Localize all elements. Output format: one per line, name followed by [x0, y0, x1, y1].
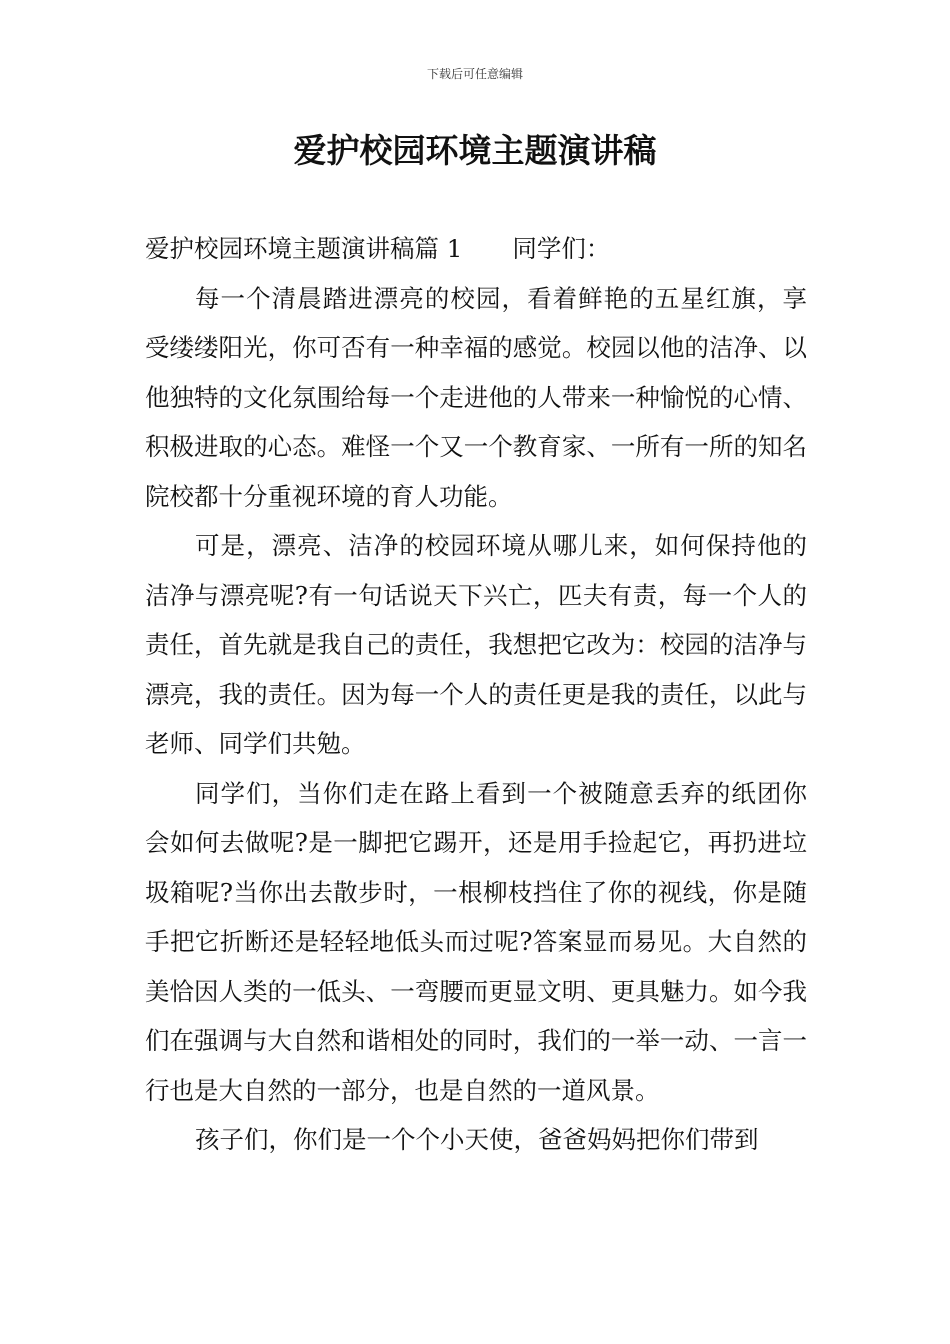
section-heading: 爱护校园环境主题演讲稿篇 1 — [145, 234, 463, 263]
paragraph-4: 孩子们，你们是一个个小天使，爸爸妈妈把你们带到 — [195, 1125, 759, 1154]
paragraph-1: 每一个清晨踏进漂亮的校园，看着鲜艳的五星红旗，享受缕缕阳光，你可否有一种幸福的感觉。校园以他的洁净、以他独特的文化氛围给每一个走进他的人带来一种愉悦的心情、积极进取的心态。难怪一个又一个教育家、一所有一所的知名院校都十分重视环境的育人功能。 — [145, 283, 807, 511]
document-title: 爱护校园环境主题演讲稿 — [293, 131, 657, 170]
document-body — [145, 224, 807, 1165]
salutation: 同学们： — [512, 234, 611, 263]
section-heading-line — [145, 224, 807, 274]
paragraph-2: 可是，漂亮、洁净的校园环境从哪儿来，如何保持他的洁净与漂亮呢?有一句话说天下兴亡，匹夫有责，每一个人的责任，首先就是我自己的责任，我想把它改为：校园的洁净与漂亮，我的责任。因为每一个人的责任更是我的责任，以此与老师、同学们共勉。 — [145, 531, 807, 758]
header-note: 下载后可任意编辑 — [426, 67, 523, 81]
paragraph-3: 同学们，当你们走在路上看到一个被随意丢弃的纸团你会如何去做呢?是一脚把它踢开，还是用手捡起它，再扔进垃圾箱呢?当你出去散步时，一根柳枝挡住了你的视线，你是随手把它折断还是轻轻地低头而过呢?答案显而易见。大自然的美恰因人类的一低头、一弯腰而更显文明、更具魅力。如今我们在强调与大自然和谐相处的同时，我们的一举一动、一言一行也是大自然的一部分，也是自然的一道风景。 — [145, 778, 807, 1105]
